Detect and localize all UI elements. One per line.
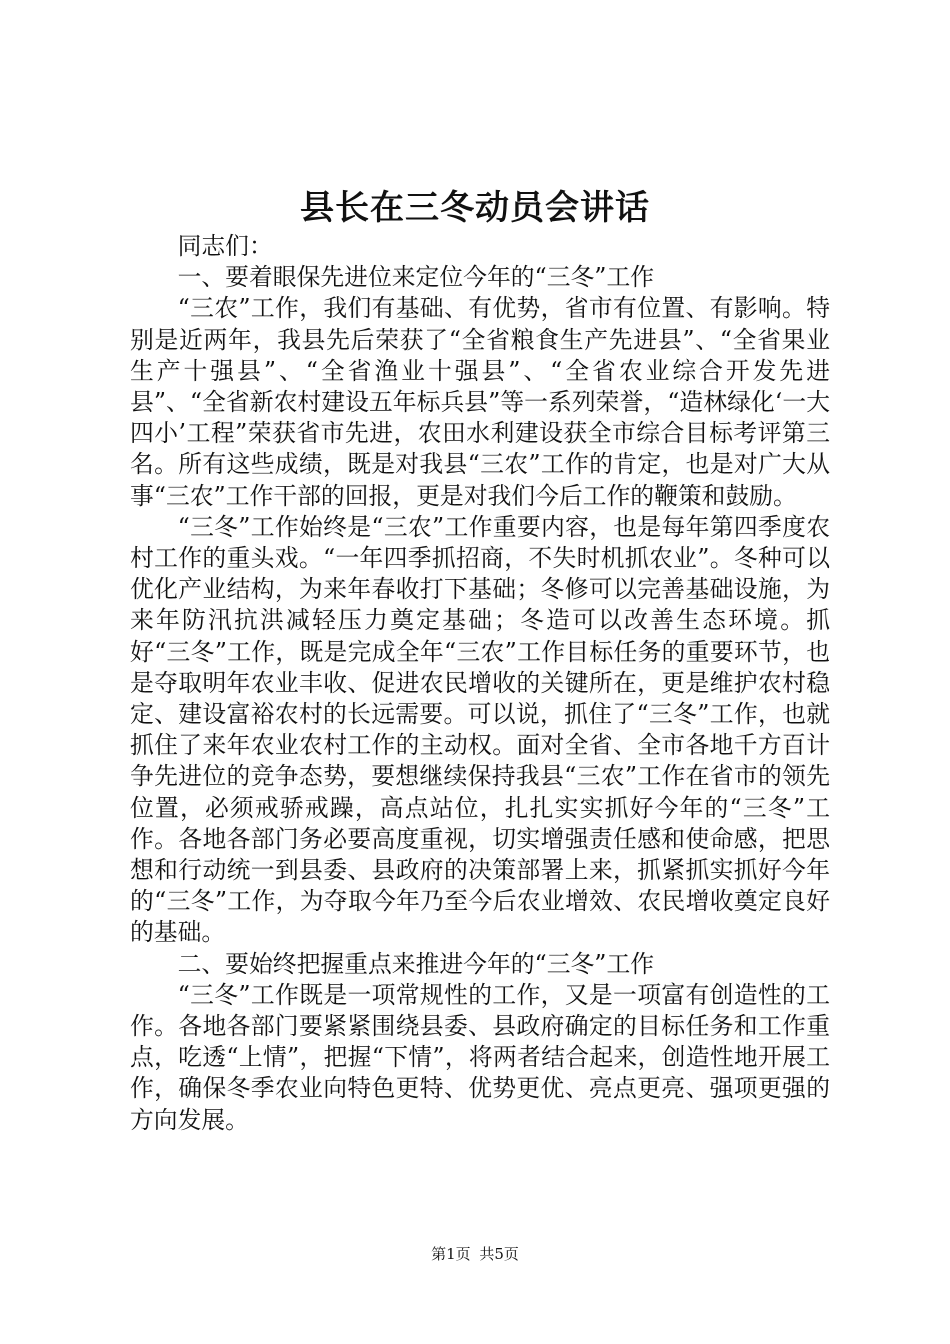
page-footer — [0, 1242, 950, 1266]
page-total: 共5页 — [479, 1245, 519, 1263]
body-paragraph: “三冬”工作始终是“三农”工作重要内容，也是每年第四季度农村工作的重头戏。“一年四季抓招商，不失时机抓农业”。冬种可以优化产业结构，为来年春收打下基础；冬修可以完善基础设施，为来年防汛抗洪减轻压力奠定基础；冬造可以改善生态环境。抓好“三冬”工作，既是完成全年“三农”工作目标任务的重要环节，也是夺取明年农业丰收、促进农民增收的关键所在，更是维护农村稳定、建设富裕农村的长远需要。可以说，抓住了“三冬”工作，也就抓住了来年农业农村工作的主动权。面对全省、全市各地千方百计争先进位的竞争态势，要想继续保持我县“三农”工作在省市的领先位置，必须戒骄戒躁，高点站位，扎扎实实抓好今年的“三冬”工作。各地各部门务必要高度重视，切实增强责任感和使命感，把思想和行动统一到县委、县政府的决策部署上来，抓紧抓实抓好今年的“三冬”工作，为夺取今年乃至今后农业增效、农民增收奠定良好的基础。 — [130, 512, 830, 947]
page-number: 第1页 — [431, 1245, 471, 1263]
document-title: 县长在三冬动员会讲话 — [300, 188, 650, 228]
salutation: 同志们： — [177, 232, 273, 260]
body-paragraph: “三农”工作，我们有基础、有优势，省市有位置、有影响。特别是近两年，我县先后荣获了“全省粮食生产先进县”、“全省果业生产十强县”、“全省渔业十强县”、“全省农业综合开发先进县”、“全省新农村建设五年标兵县”等一系列荣誉，“造林绿化‘一大四小’工程”荣获省市先进，农田水利建设获全市综合目标考评第三名。所有这些成绩，既是对我县“三农”工作的肯定，也是对广大从事“三农”工作干部的回报，更是对我们今后工作的鞭策和鼓励。 — [130, 294, 830, 510]
document-body — [130, 231, 830, 1136]
section-heading-2: 二、要始终把握重点来推进今年的“三冬”工作 — [177, 949, 655, 978]
body-paragraph: “三冬”工作既是一项常规性的工作，又是一项富有创造性的工作。各地各部门要紧紧围绕县委、县政府确定的目标任务和工作重点，吃透“上情”，把握“下情”，将两者结合起来，创造性地开展工作，确保冬季农业向特色更特、优势更优、亮点更亮、强项更强的方向发展。 — [130, 980, 830, 1134]
section-heading-1: 一、要着眼保先进位来定位今年的“三冬”工作 — [177, 263, 655, 292]
